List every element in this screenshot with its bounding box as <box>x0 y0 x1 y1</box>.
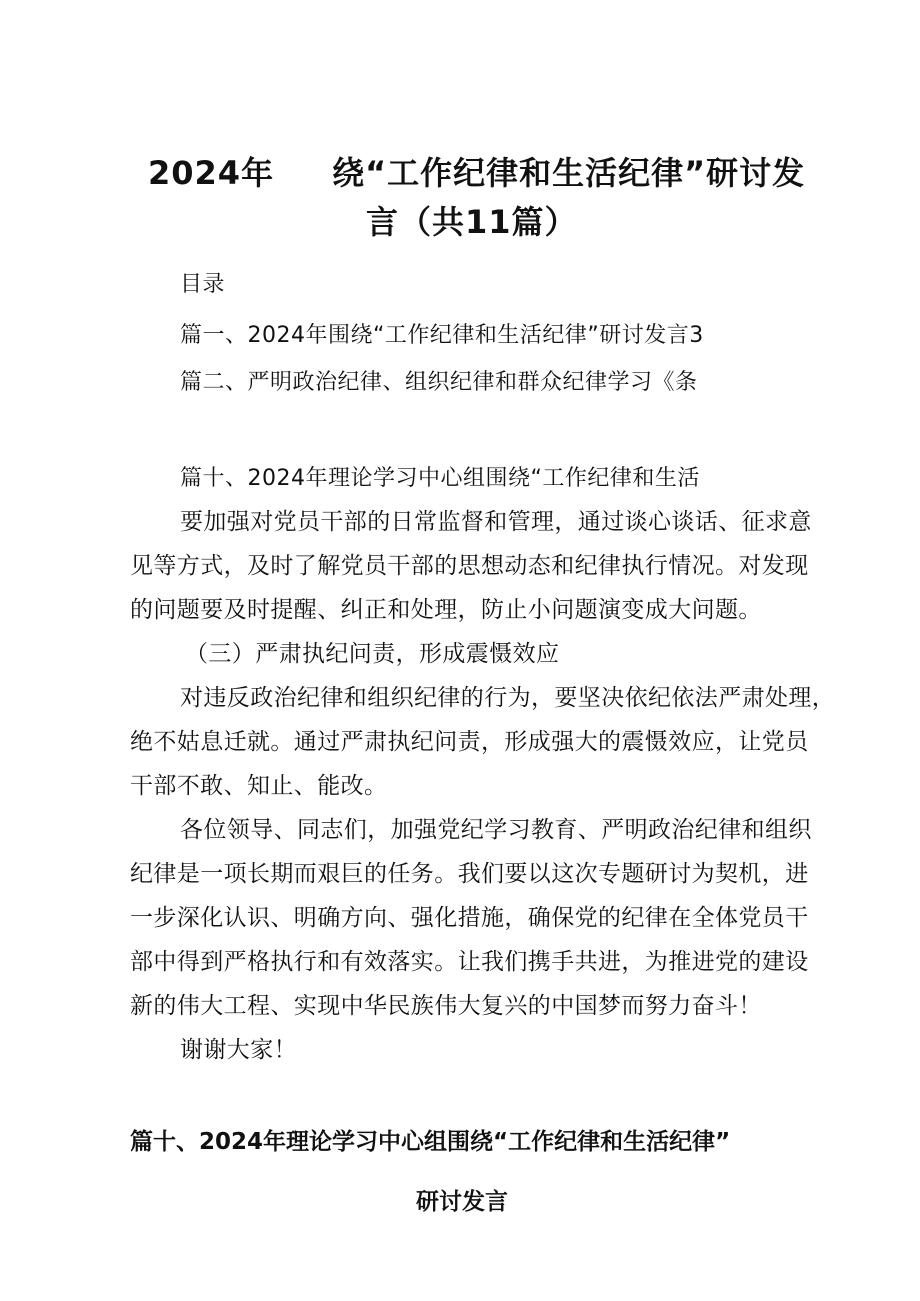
toc-item-2[interactable]: 篇二、严明政治纪律、组织纪律和群众纪律学习《条 <box>180 370 698 395</box>
document-title-line-1 <box>148 148 805 194</box>
title-rest: 绕“工作纪律和生活纪律”研讨发 <box>332 154 806 192</box>
body-line: 要加强对党员干部的日常监督和管理，通过谈心谈话、征求意 <box>180 509 812 535</box>
document-title-line-2: 言（共11篇） <box>366 203 578 241</box>
body-subheading: （三）严肃执纪问责，形成震慑效应 <box>185 641 560 667</box>
body-line: 纪律是一项长期而艰巨的任务。我们要以这次专题研讨为契机，进 <box>130 861 809 887</box>
section-title-line-2: 研讨发言 <box>416 1189 508 1215</box>
body-line: 对违反政治纪律和组织纪律的行为，要坚决依纪依法严肃处理， <box>180 685 836 711</box>
body-closing: 谢谢大家！ <box>180 1037 297 1063</box>
body-line: 见等方式，及时了解党员干部的思想动态和纪律执行情况。对发现 <box>130 553 809 579</box>
toc-item-1[interactable]: 篇一、2024年围绕“工作纪律和生活纪律”研讨发言3 <box>180 323 704 348</box>
body-line: 干部不敢、知止、能改。 <box>130 773 388 799</box>
body-line: 各位领导、同志们，加强党纪学习教育、严明政治纪律和组织 <box>180 817 812 843</box>
body-line: 绝不姑息迁就。通过严肃执纪问责，形成强大的震慑效应，让党员 <box>130 729 809 755</box>
toc-item-10[interactable]: 篇十、2024年理论学习中心组围绕“工作纪律和生活 <box>180 466 700 491</box>
title-year: 2024年 <box>148 154 275 192</box>
body-line: 新的伟大工程、实现中华民族伟大复兴的中国梦而努力奋斗！ <box>130 993 762 1019</box>
body-line: 的问题要及时提醒、纠正和处理，防止小问题演变成大问题。 <box>130 597 762 623</box>
toc-heading: 目录 <box>180 272 226 297</box>
body-line: 一步深化认识、明确方向、强化措施，确保党的纪律在全体党员干 <box>130 905 809 931</box>
section-title-line-1: 篇十、2024年理论学习中心组围绕“工作纪律和生活纪律” <box>130 1129 731 1155</box>
body-line: 部中得到严格执行和有效落实。让我们携手共进，为推进党的建设 <box>130 949 809 975</box>
